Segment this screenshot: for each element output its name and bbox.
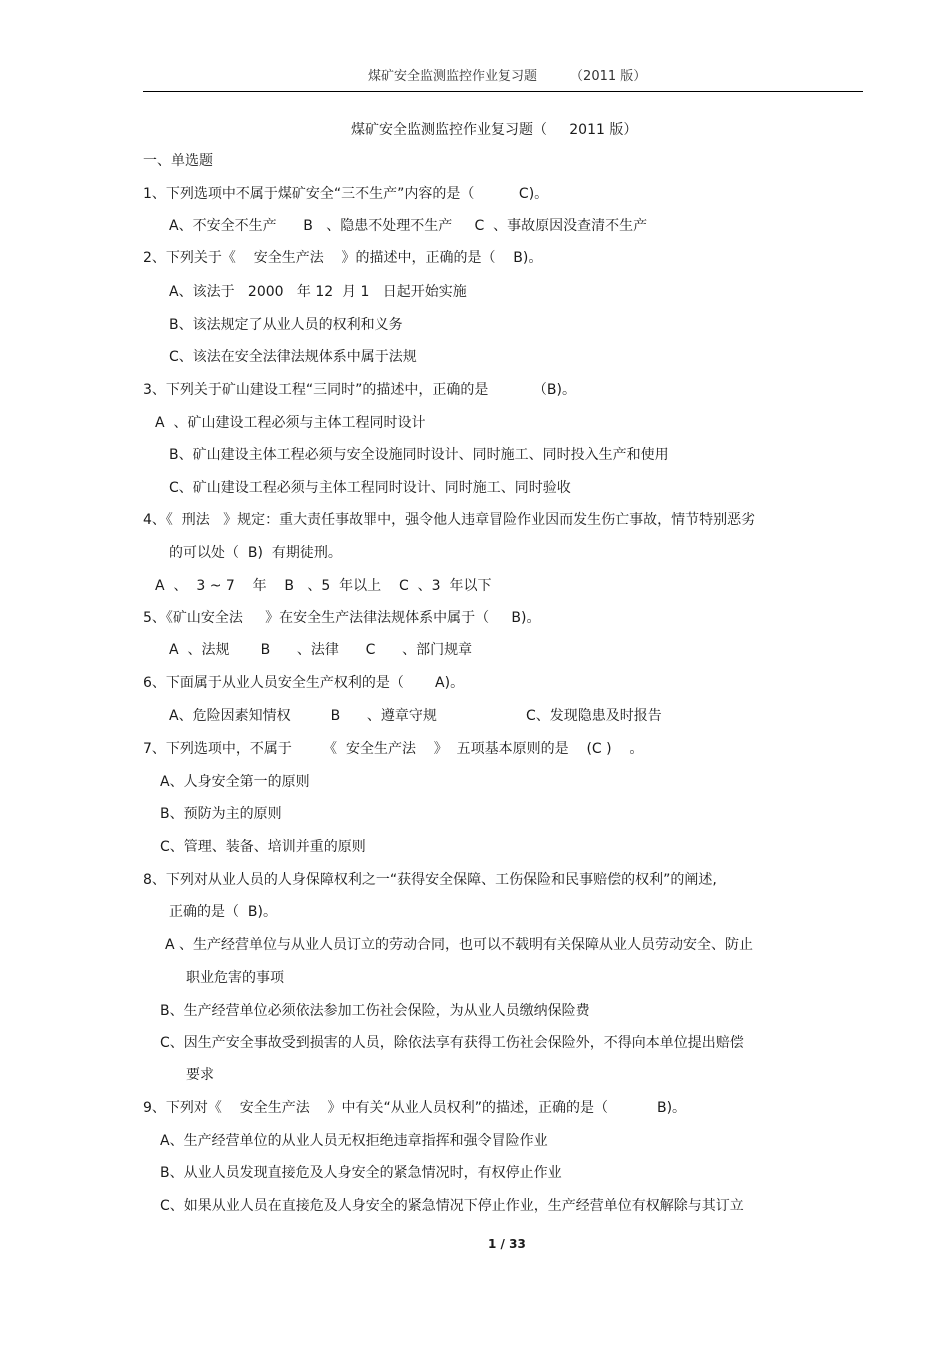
text-line: A、危险因素知情权 B 、遵章守规 C、发现隐患及时报告 (169, 708, 662, 724)
text-line: 9、下列对《 安全生产法 》中有关“从业人员权利”的描述，正确的是（ B)。 (143, 1100, 687, 1116)
text-line: 正确的是（ B)。 (169, 904, 277, 920)
document-title: 煤矿安全监测监控作业复习题（ 2011 版） (351, 122, 638, 138)
text-line: 7、下列选项中，不属于 《 安全生产法 》 五项基本原则的是 (C ) 。 (143, 741, 644, 757)
text-line: A 、生产经营单位与从业人员订立的劳动合同，也可以不载明有关保障从业人员劳动安全、防止 (165, 937, 754, 953)
text-line: A、生产经营单位的从业人员无权拒绝违章指挥和强令冒险作业 (160, 1133, 548, 1149)
text-line: A、该法于 2000 年 12 月 1 日起开始实施 (169, 284, 467, 300)
text-line: 职业危害的事项 (186, 970, 284, 986)
text-line: B、该法规定了从业人员的权利和义务 (169, 317, 403, 333)
text-line: 4、《 刑法 》规定：重大责任事故罪中，强令他人违章冒险作业因而发生伤亡事故，情节特别恶劣 (143, 512, 756, 528)
text-line: A、人身安全第一的原则 (160, 774, 310, 790)
text-line: 3、下列关于矿山建设工程“三同时”的描述中，正确的是 （B)。 (143, 382, 576, 398)
text-line: 的可以处（ B) 有期徒刑。 (169, 545, 342, 561)
text-line: B、从业人员发现直接危及人身安全的紧急情况时，有权停止作业 (160, 1165, 562, 1181)
text-line: C、管理、装备、培训并重的原则 (160, 839, 366, 855)
text-line: 1、下列选项中不属于煤矿安全“三不生产”内容的是（ C)。 (143, 186, 549, 202)
text-line: A 、法规 B 、法律 C 、部门规章 (169, 642, 473, 658)
text-line: B、生产经营单位必须依法参加工伤社会保险，为从业人员缴纳保险费 (160, 1003, 590, 1019)
text-line: 一、单选题 (143, 153, 213, 169)
page-number: 1 / 33 (488, 1237, 526, 1251)
text-line: 2、下列关于《 安全生产法 》的描述中，正确的是（ B)。 (143, 250, 543, 266)
page-header: 煤矿安全监测监控作业复习题 （2011 版） (368, 69, 647, 84)
text-line: A、不安全不生产 B 、隐患不处理不生产 C 、事故原因没查清不生产 (169, 218, 648, 234)
text-line: A 、矿山建设工程必须与主体工程同时设计 (155, 415, 426, 431)
text-line: B、矿山建设主体工程必须与安全设施同时设计、同时施工、同时投入生产和使用 (169, 447, 669, 463)
text-line: C、该法在安全法律法规体系中属于法规 (169, 349, 417, 365)
text-line: 5、《矿山安全法 》在安全生产法律法规体系中属于（ B)。 (143, 610, 541, 626)
text-line: C、如果从业人员在直接危及人身安全的紧急情况下停止作业，生产经营单位有权解除与其订立 (160, 1198, 744, 1214)
text-line: 6、下面属于从业人员安全生产权利的是（ A)。 (143, 675, 465, 691)
text-line: C、因生产安全事故受到损害的人员，除依法享有获得工伤社会保险外，不得向本单位提出赔偿 (160, 1035, 744, 1051)
text-line: C、矿山建设工程必须与主体工程同时设计、同时施工、同时验收 (169, 480, 571, 496)
text-line: 要求 (186, 1067, 214, 1083)
text-line: A 、 3 ~ 7 年 B 、5 年以上 C 、3 年以下 (155, 578, 492, 594)
text-line: B、预防为主的原则 (160, 806, 282, 822)
header-rule (143, 91, 863, 92)
text-line: 8、下列对从业人员的人身保障权利之一“获得安全保障、工伤保险和民事赔偿的权利”的阐述, (143, 872, 717, 888)
